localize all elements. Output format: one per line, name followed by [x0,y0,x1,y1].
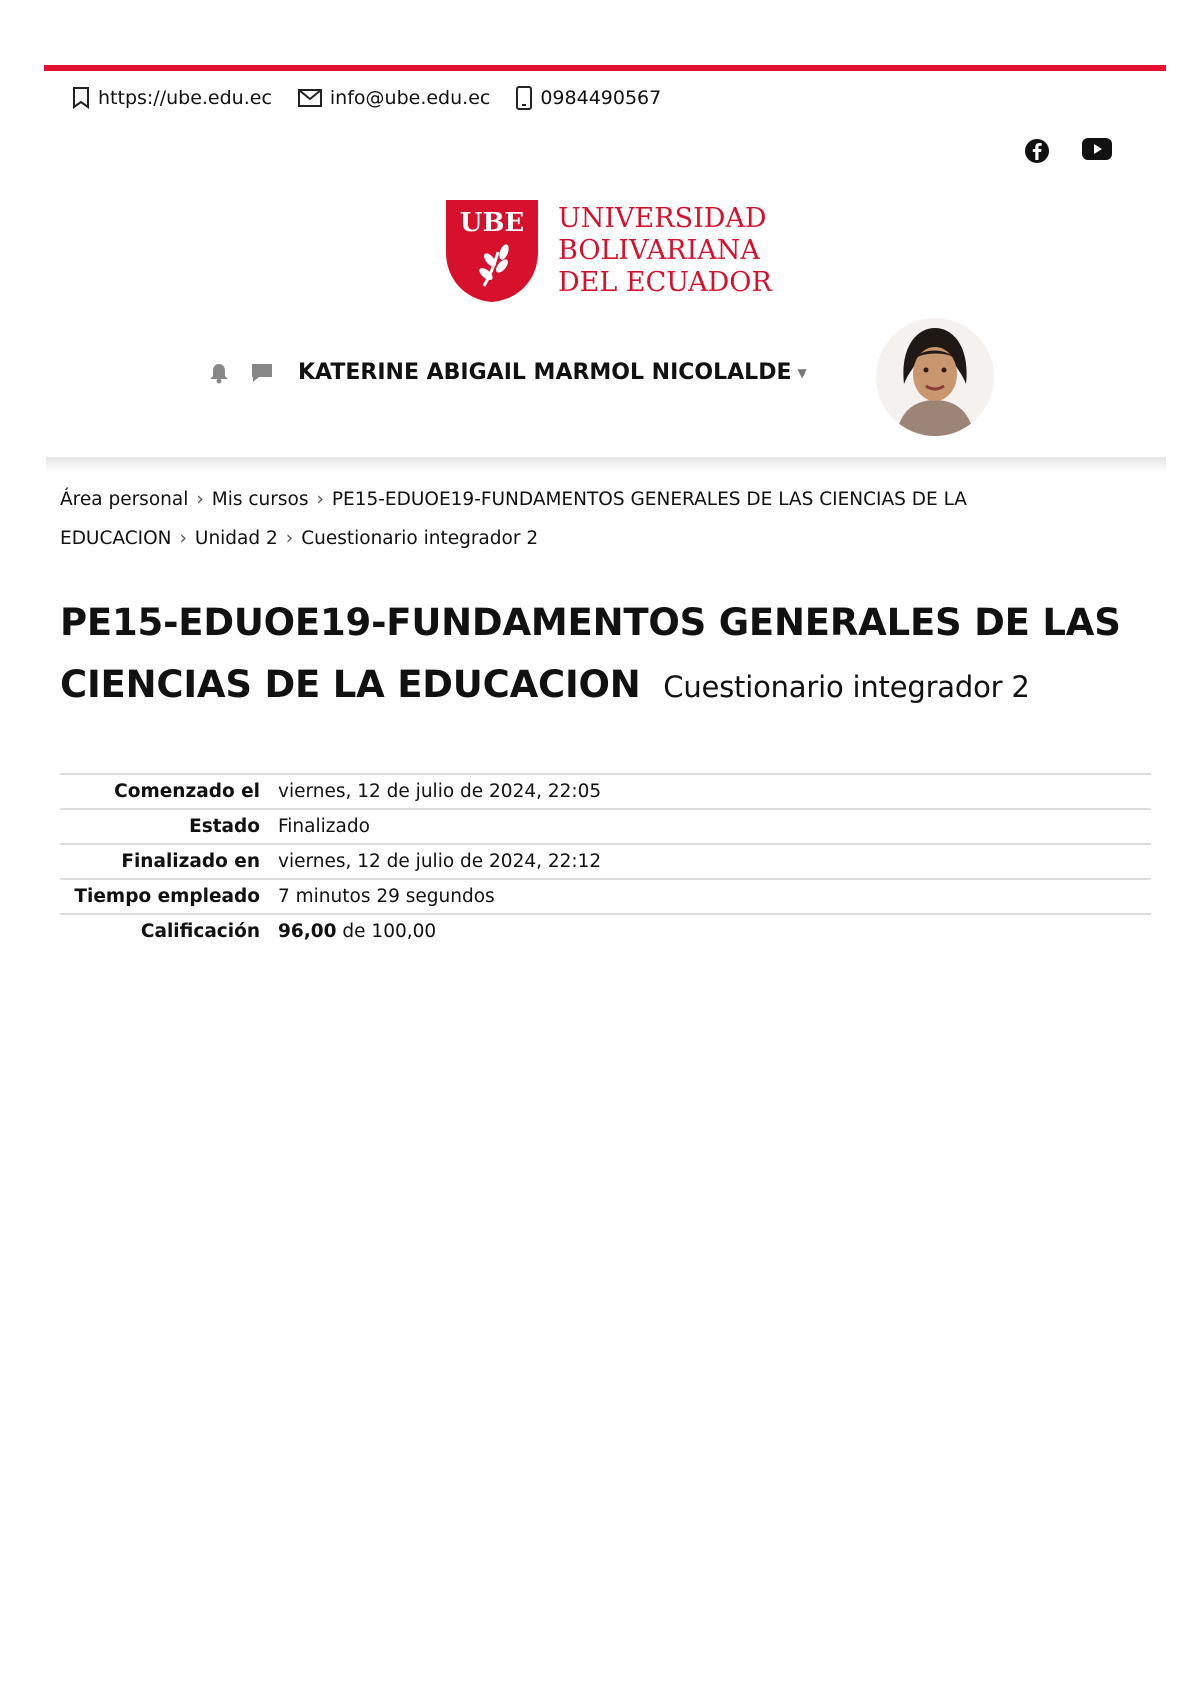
summary-value: viernes, 12 de julio de 2024, 22:05 [278,781,602,802]
phone-contact[interactable] [516,86,661,110]
mobile-phone-icon [516,86,532,110]
summary-value: viernes, 12 de julio de 2024, 22:12 [278,851,602,872]
avatar[interactable] [876,318,994,436]
chevron-right-icon: › [285,528,294,549]
youtube-icon[interactable] [1082,138,1112,168]
header-divider [46,457,1166,472]
user-bar [208,360,807,385]
table-row [60,879,1151,914]
summary-label: Calificación [140,921,260,942]
summary-value: Finalizado [278,816,370,837]
logo-mark: UBE [459,208,525,238]
table-row [60,774,1151,809]
summary-label: Estado [189,816,260,837]
contact-bar [72,86,687,110]
logo-line-3: DEL ECUADOR [558,267,772,298]
grade-max: de 100,00 [342,921,437,942]
summary-label: Finalizado en [121,851,260,872]
summary-label: Tiempo empleado [74,886,260,907]
logo-line-2: BOLIVARIANA [558,235,760,266]
page-title [60,592,1150,718]
grade-value: 96,00 [278,921,337,942]
top-accent-bar [44,65,1166,71]
social-links [1024,138,1144,168]
breadcrumb-item-quiz[interactable]: Cuestionario integrador 2 [301,528,539,549]
summary-label: Comenzado el [114,781,260,802]
notification-bell-icon[interactable] [208,362,230,384]
breadcrumb [60,480,1150,558]
table-row [60,809,1151,844]
messages-icon[interactable] [250,362,274,384]
chevron-down-icon[interactable]: ▼ [797,365,807,380]
bookmark-icon [72,87,90,109]
university-logo[interactable] [444,198,772,304]
university-name [558,203,772,299]
quiz-attempt-summary [60,773,1151,948]
chevron-right-icon: › [196,489,204,510]
envelope-icon [298,89,322,107]
phone-link[interactable]: 0984490567 [540,87,662,109]
breadcrumb-item-unit[interactable]: Unidad 2 [194,528,278,549]
email-contact[interactable] [298,87,490,109]
grade-cell [278,914,1151,948]
logo-line-1: UNIVERSIDAD [558,203,767,234]
chevron-right-icon: › [316,489,324,510]
website-contact[interactable] [72,87,272,109]
breadcrumb-item-personal-area[interactable]: Área personal [60,489,189,510]
ube-shield-logo [444,198,540,304]
table-row [60,914,1151,948]
email-link[interactable]: info@ube.edu.ec [329,87,491,109]
website-link[interactable]: https://ube.edu.ec [98,87,272,109]
user-menu-name[interactable]: KATERINE ABIGAIL MARMOL NICOLALDE [298,360,792,385]
breadcrumb-item-course[interactable]: PE15-EDUOE19-FUNDAMENTOS GENERALES DE LAS CIENCIAS DE LA EDUCACION [60,489,967,549]
table-row [60,844,1151,879]
summary-value: 7 minutos 29 segundos [278,886,495,907]
chevron-right-icon: › [179,528,187,549]
facebook-icon[interactable] [1024,138,1050,168]
breadcrumb-item-my-courses[interactable]: Mis cursos [211,489,309,510]
course-title: PE15-EDUOE19-FUNDAMENTOS GENERALES DE LAS CIENCIAS DE LA EDUCACION [60,601,1121,706]
quiz-subtitle: Cuestionario integrador 2 [663,670,1030,704]
